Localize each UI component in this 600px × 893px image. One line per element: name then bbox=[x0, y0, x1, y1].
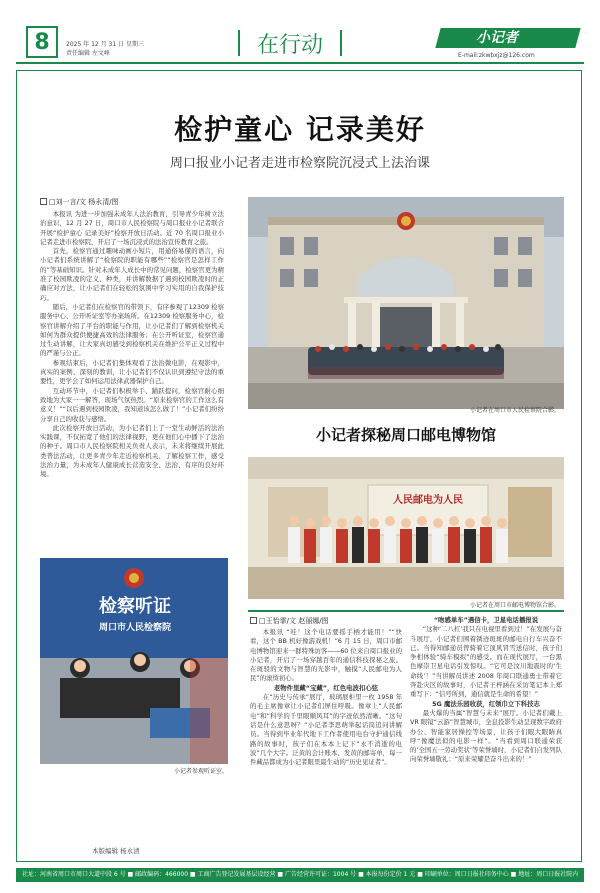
article1-byline: □刘一言/文 杨永清/图 bbox=[40, 197, 119, 207]
article2-subhead: 老物件里藏“宝藏”，红色电波扣心弦 bbox=[273, 683, 379, 692]
article2-title: 小记者探秘周口邮电博物馆 bbox=[315, 426, 496, 444]
article1-paragraph: 互动环节中，小记者们积极举手、踊跃提问，检察官耐心细致地为大家一一解答，现场气氛热烈。“原来检察官的工作这么有意义！”“以后遇到校园欺凌，我知道该怎么做了！”小记者们纷纷分享自己的收获与感悟。 bbox=[40, 386, 224, 423]
footer-bar: 社址：河南省周口市周口大道中段 6 号 ■ 邮政编码：466000 ■ 工商广告登记发展基层设经营 ■ 广告经营许可证：1004 号 ■ 本报每份定价 1 元 ■ 印刷单位：周口日报社印务中心 ■ 地址：周口日报社院内 bbox=[16, 868, 584, 882]
brand-name: 小记者 bbox=[476, 30, 518, 46]
article1-title: 检护童心 记录美好 bbox=[174, 113, 426, 146]
article1-paragraph: 此次检察开放日活动，为小记者们上了一堂生动鲜活的法治实践课，不仅拓宽了他们的法律视野，更在他们心中播下了法治的种子。周口市人民检察院相关负责人表示，未来将继续开展此类普法活动，让更多青少年走近检察机关、了解检察工作，感受法治力量，为未成年人健康成长营造安全、法治、有序的良好环境。 bbox=[40, 423, 224, 479]
article1-paragraph: 本报讯 为进一步加强未成年人法治教育，引导青少年树立法治意识，12 月 27 日，周口市人民检察院与周口报业小记者联合开展“检护童心 记录美好”检察开放日活动。近 70 名周口报业小记者走进市检察院，开启了一场沉浸式的法治宣传教育之旅。 bbox=[40, 210, 224, 246]
article2-subhead: “吻感单车”遇信卡，卫星电话播报说 bbox=[433, 616, 539, 624]
article2-col1 bbox=[250, 628, 402, 767]
article2-col2 bbox=[410, 616, 562, 765]
photo2-caption: 小记者参观听证室。 bbox=[173, 768, 228, 775]
date-line: 2025 年 12 月 31 日 星期三 bbox=[66, 41, 144, 48]
hearing-sign-subtext: 周口市人民检察院 bbox=[98, 623, 171, 633]
article2-byline: □王怡霏/文 赵丽娜/图 bbox=[250, 616, 329, 626]
photo-hearing-room bbox=[40, 558, 228, 764]
photo-procuratorate-group bbox=[248, 197, 564, 409]
page-editor: 本版编辑 杨永清 bbox=[92, 847, 140, 855]
page-number: 8 bbox=[26, 26, 58, 58]
article1-subtitle: 周口报业小记者走进市检察院沉浸式上法治课 bbox=[169, 156, 430, 171]
article1-paragraph: 随后，小记者们在检察官的带领下，有序参观了12309 检察服务中心、公开听证室等办案场所。在12309 检察服务中心，检察官讲解介绍了平台的职能与作用，让小记者们了解到检察机关如何为群众提供便捷高效的法律服务；在公开听证室，检察官通过生动讲解，让大家真切感受到检察机关在维护公平正义过程中的严谨与公正。 bbox=[40, 302, 224, 358]
header-divider bbox=[16, 62, 584, 64]
photo-museum-group bbox=[248, 457, 564, 599]
article2-divider bbox=[248, 610, 564, 612]
photo3-caption: 小记者在周口市邮电博物馆合影。 bbox=[469, 602, 560, 609]
section-title: 在行动 bbox=[238, 30, 342, 56]
museum-wall-text: 人民邮电为人民 bbox=[393, 495, 463, 506]
hearing-sign-text: 检察听证 bbox=[99, 596, 171, 617]
header-meta bbox=[66, 40, 144, 58]
article1-paragraph: 参观结束后，小记者们集体观看了法治微电影，在观影中，真实的案例、深刻的教训，让小记者们不仅认识到遵纪守法的重要性，更学会了如何运用法律武器保护自己。 bbox=[40, 358, 224, 386]
article2-subhead: 5G 魔法乐园收获，红领巾立下科技志 bbox=[432, 699, 540, 708]
editor-line: 责任编辑 左文峰 bbox=[66, 50, 110, 57]
article2-paragraph: 本报讯 “哇！这个电话要摇手柄才能用！”“快看，这个 BB 机好像游戏机！”6 月 15 日，周口市邮电博物馆迎来一群特殊访客——60 位来自周口报业的小记者，开启了一场穿越百年的通信科技探秘之旅。在斑驳的文物与智慧的光影中，触摸“人民邮电为人民”的滚烫初心。 bbox=[250, 628, 402, 683]
brand-email: E-mail:zkwbxjz@126.com bbox=[458, 52, 535, 59]
article2-paragraph: 在“历史与传承”展厅，玻璃展柜里一枚 1958 年的毛主席像章让小记者们屏住呼吸。像章上“人民邮电”和“科学的千里眼顺风耳”的字迹依然清晰。“这句话是什么意思呀？”小记者李思萌举起话筒追问讲解员。当得到毕业年代地下工作者使用电台守护通信线路的故事时，孩子们在本本上记下“永不消逝的电波”几个大字。泛黄的会计账本、发黄的邮寄单，每一件藏品都成为小记者眼里最生动的“历史见证者”。 bbox=[250, 693, 402, 767]
article2-paragraph: “这种‘二八杠’我只在电视里看到过！”在发展与奋斗展厅，小记者们围着锈迹斑斑的邮电自行车兴奋不已。当得知邮递员曾骑着它顶风冒雪送信时，孩子们争相体验“骑车模拟”的感受。而在现代展厅，一台黑色摩崇卫星电话引发惊叹。“它可是汶川地震时的‘生命线’！”当讲解员讲述 2008 年周口联通勇士带着它奔赴灾区的故事时，小记者王梓涵在采访笔记本上郑重写下：“信号所到，通信就是生命的希望！” bbox=[410, 625, 562, 699]
article1-paragraph: 首先，检察官通过趣味动画小短片，用通俗易懂的语言，向小记者们系统讲解了“检察院的职能有哪些”“检察官是怎样工作的”等基础知识。针对未成年人成长中的常见问题，检察官更为精准了校园欺凌的定义、种类，并讲解数据了遇到校园欺凌时的正确应对方法，让小记者们在轻松的氛围中学习实用的自我保护技巧。 bbox=[40, 247, 224, 302]
article2-paragraph: 最火爆的当属“智慧与未来”展厅。小记者们戴上 VR 眼镜“云游”智慧城市，全息投影生动呈现数字政府办公、智能家居操控等场景，让孩子们眼大眼睛真呼“像魔法似的电影一样”。“当看到周口联通荣获的‘全国五一劳动奖状’等荣誉墙时，小记者们自发列队向荣誉墙敬礼：“原来荣耀是奋斗出来的！” bbox=[410, 708, 562, 764]
article1-body bbox=[40, 210, 224, 480]
photo1-caption: 小记者在周口市人民检察院合影。 bbox=[469, 407, 560, 414]
